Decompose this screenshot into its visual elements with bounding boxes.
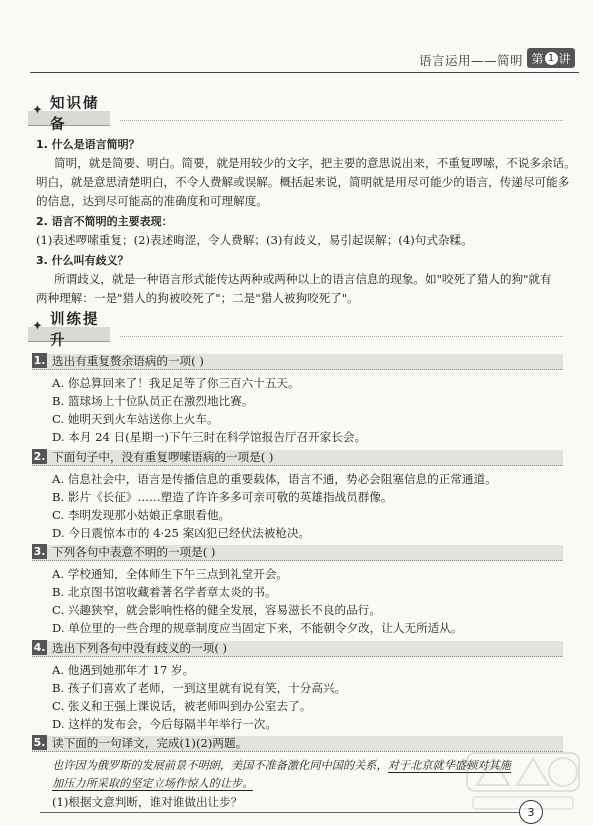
option: C. 兴趣狭窄，就会影响性格的健全发展，容易滋长不良的品行。: [52, 603, 381, 617]
question-1: [32, 352, 563, 369]
question-4: [32, 639, 563, 656]
option: B. 北京图书馆收藏着著名学者章太炎的书。: [52, 585, 277, 599]
header-rule: [30, 72, 579, 73]
question-number: 3.: [33, 545, 46, 558]
knowledge-line: 简明，就是简要、明白。简要，就是用较少的文字，把主要的意思说出来，不重复啰嗦，不说多余话。: [54, 156, 576, 170]
option: B. 篮球场上十位队员正在激烈地比赛。: [52, 394, 254, 408]
option: A. 他遇到她那年才 17 岁。: [52, 663, 195, 677]
knowledge-line: 2. 语言不简明的主要表现：: [36, 215, 173, 228]
sparkle-icon: ✦: [32, 319, 43, 334]
passage-segment: 也许因为俄罗斯的发展前景不明朗，美国不准备激化同中国的关系，: [52, 759, 388, 772]
knowledge-line: 1. 什么是语言简明？: [36, 138, 140, 151]
passage-line: [52, 757, 511, 773]
option: A. 你总算回来了！我足足等了你三百六十五天。: [52, 376, 300, 390]
knowledge-line: 两种理解：一是"猎人的狗被咬死了"；二是"猎人被狗咬死了"。: [36, 291, 359, 305]
knowledge-line: 的信息，达到尽可能高的准确度和可理解度。: [36, 194, 268, 208]
option: D. 这样的发布会，今后每隔半年举行一次。: [52, 717, 277, 731]
question-text: 读下面的一句译文，完成(1)(2)两题。: [52, 735, 248, 750]
option: B. 孩子们喜欢了老师，一到这里就有说有笑，十分高兴。: [52, 681, 347, 695]
question-2: [32, 448, 563, 465]
section-heading-knowledge: [28, 96, 110, 133]
header-title: 语言运用——简明: [418, 53, 523, 68]
knowledge-line: (1)表述啰嗦重复；(2)表述晦涩，令人费解；(3)有歧义，易引起误解；(4)句式杂糅。: [36, 233, 473, 247]
section-heading-practice: [28, 312, 110, 349]
lesson-badge: [527, 48, 575, 68]
question-number: 5.: [33, 736, 46, 749]
option: A. 学校通知，全体师生下午三点到礼堂开会。: [52, 567, 289, 581]
badge-prefix: 第: [531, 51, 544, 66]
question-text: 选出有重复赘余语病的一项( ): [52, 353, 204, 368]
section-title: 知识储备: [50, 96, 100, 133]
section-divider: [120, 336, 563, 337]
watermark-logo-icon: [463, 745, 583, 815]
option: B. 影片《长征》……塑造了许许多多可亲可敬的英雄指战员群像。: [52, 490, 393, 504]
question-text: 下列各句中表意不明的一项是( ): [52, 544, 216, 559]
passage-line: [52, 775, 253, 791]
question-number: 4.: [33, 641, 46, 654]
sub-question: (1)根据文意判断，谁对谁做出让步？: [52, 795, 243, 809]
section-title: 训练提升: [50, 312, 100, 349]
badge-number: 1: [545, 52, 558, 65]
passage-underlined-segment: 加压力所采取的坚定立场作惊人的让步。: [52, 777, 254, 790]
footer-rule: [40, 812, 533, 813]
passage-underlined-segment: 对于北京就华盛顿对其施: [387, 759, 511, 772]
question-3: [32, 543, 563, 560]
question-text: 下面句子中，没有重复啰嗦语病的一项是( ): [52, 449, 274, 464]
option: C. 张义和王强上课说话，被老师叫到办公室去了。: [52, 699, 312, 713]
knowledge-line: 所谓歧义，就是一种语言形式能传达两种或两种以上的语言信息的现象。如"咬死了猎人的狗"就有: [54, 272, 552, 286]
sparkle-icon: ✦: [32, 103, 43, 118]
page-number: 3: [519, 800, 543, 824]
option: D. 本月 24 日(星期一)下午三时在科学馆报告厅召开家长会。: [52, 430, 367, 444]
option: D. 今日震惊本市的 4·25 案凶犯已经伏法被枪决。: [52, 526, 311, 540]
knowledge-line: 3. 什么叫有歧义？: [36, 254, 129, 267]
option: C. 李明发现那小姑娘正拿眼看他。: [52, 508, 231, 522]
badge-suffix: 讲: [558, 51, 571, 66]
option: D. 单位里的一些合理的规章制度应当固定下来，不能朝令夕改，让人无所适从。: [52, 621, 463, 635]
question-text: 选出下列各句中没有歧义的一项( ): [52, 640, 228, 655]
section-divider: [120, 120, 563, 121]
option: C. 她明天到火车站送你上火车。: [52, 412, 219, 426]
knowledge-line: 明白，就是意思清楚明白，不令人费解或误解。概括起来说，简明就是用尽可能少的语言，传递尽可能多: [36, 175, 570, 189]
question-number: 1.: [33, 354, 46, 367]
question-number: 2.: [33, 450, 46, 463]
option: A. 信息社会中，语言是传播信息的重要载体，语言不通，势必会阻塞信息的正常通道。: [52, 472, 497, 486]
